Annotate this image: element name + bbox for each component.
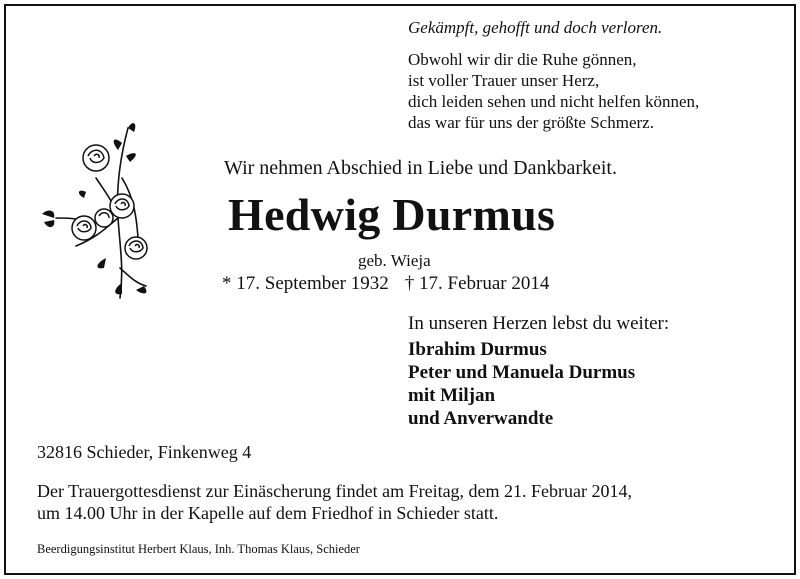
mourner-name: mit Miljan (408, 385, 496, 406)
service-line: um 14.00 Uhr in der Kapelle auf dem Friedhof in Schieder statt. (37, 503, 499, 523)
survivors-intro: In unseren Herzen lebst du weiter: (408, 313, 670, 334)
mourner-name: Ibrahim Durmus (408, 339, 547, 360)
farewell-text: Wir nehmen Abschied in Liebe und Dankbarkeit. (224, 157, 617, 179)
mourner-name: und Anverwandte (408, 408, 554, 429)
poem-line: ist voller Trauer unser Herz, (408, 71, 600, 90)
life-dates (222, 273, 549, 295)
birth-date: * 17. September 1932 (222, 273, 389, 294)
poem-line: Obwohl wir dir die Ruhe gönnen, (408, 50, 637, 69)
poem-line: das war für uns der größte Schmerz. (408, 113, 654, 132)
service-line: Der Trauergottesdienst zur Einäscherung findet am Freitag, dem 21. Februar 2014, (37, 481, 633, 501)
maiden-name: geb. Wieja (358, 251, 431, 270)
death-date: † 17. Februar 2014 (404, 273, 550, 294)
rose-branch-icon (36, 118, 166, 304)
family-address: 32816 Schieder, Finkenweg 4 (37, 442, 252, 462)
undertaker-credit: Beerdigungsinstitut Herbert Klaus, Inh. Thomas Klaus, Schieder (37, 542, 360, 556)
poem-title: Gekämpft, gehofft und doch verloren. (408, 18, 663, 37)
deceased-name: Hedwig Durmus (228, 189, 556, 240)
mourner-name: Peter und Manuela Durmus (408, 362, 636, 383)
poem-line: dich leiden sehen und nicht helfen können, (408, 92, 700, 111)
